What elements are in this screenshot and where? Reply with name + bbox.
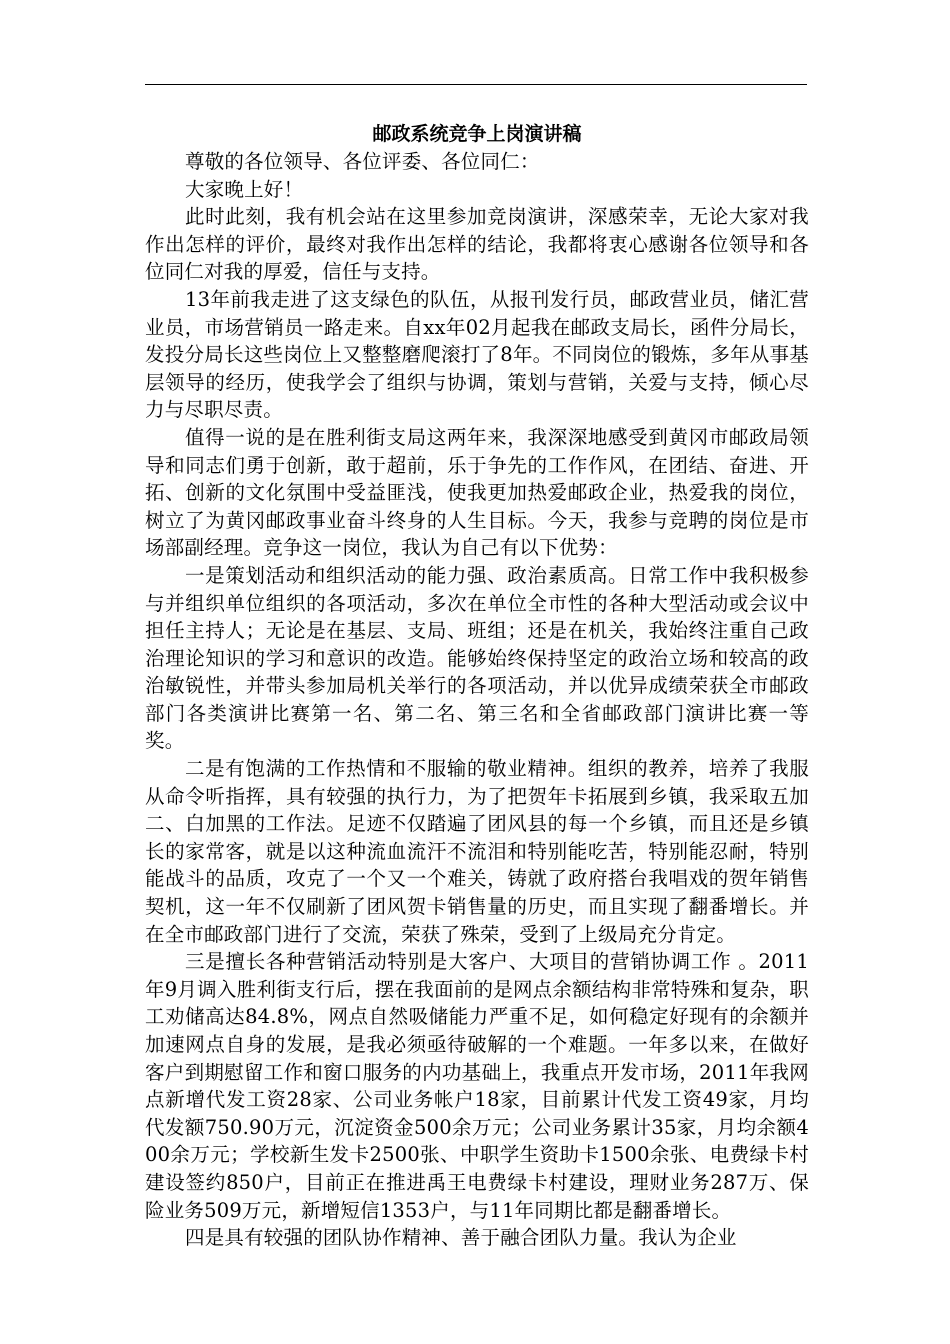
- paragraph-branch-experience: 值得一说的是在胜利街支局这两年来，我深深地感受到黄冈市邮政局领导和同志们勇于创新，敢于超前，乐于争先的工作作风，在团结、奋进、开拓、创新的文化氛围中受益匪浅，使我更加热爱邮政企业，热爱我的岗位，树立了为黄冈邮政事业奋斗终身的人生目标。今天，我参与竞聘的岗位是市场部副经理。竞争这一岗位，我认为自己有以下优势：: [145, 425, 809, 560]
- header-rule: [145, 84, 807, 85]
- document-title: 邮政系统竞争上岗演讲稿: [372, 123, 582, 145]
- paragraph-opening: 此时此刻，我有机会站在这里参加竞岗演讲，深感荣幸，无论大家对我作出怎样的评价，最终对我作出怎样的结论，我都将衷心感谢各位领导和各位同仁对我的厚爱，信任与支持。: [145, 205, 809, 284]
- paragraph-strength-three: 三是擅长各种营销活动特别是大客户、大项目的营销协调工作 。2011年9月调入胜利街支行后，摆在我面前的是网点余额结构非常特殊和复杂，职工劝储高达84.8%，网点自然吸储能力严重不足，如何稳定好现有的余额并加速网点自身的发展，是我必须亟待破解的一个难题。一年多以来，在做好客户到期慰留工作和窗口服务的内功基础上，我重点开发市场，2011年我网点新增代发工资28家、公司业务帐户18家，目前累计代发工资49家，月均代发额750.90万元，沉淀资金500余万元；公司业务累计35家，月均余额400余万元；学校新生发卡2500张、中职学生资助卡1500余张、电费绿卡村建设签约850户，目前正在推进禹王电费绿卡村建设，理财业务287万、保险业务509万元，新增短信1353户，与11年同期比都是翻番增长。: [145, 950, 809, 1222]
- document-body: [145, 120, 809, 1252]
- paragraph-career: 13年前我走进了这支绿色的队伍，从报刊发行员，邮政营业员，储汇营业员，市场营销员一路走来。自xx年02月起我在邮政支局长，函件分局长，发投分局长这些岗位上又整整磨爬滚打了8年。不同岗位的锻炼，多年从事基层领导的经历，使我学会了组织与协调，策划与营销，关爱与支持，倾心尽力与尽职尽责。: [145, 287, 809, 422]
- paragraph-strength-four: 四是具有较强的团队协作精神、善于融合团队力量。我认为企业: [185, 1226, 737, 1250]
- salutation: 尊敬的各位领导、各位评委、各位同仁：: [185, 150, 540, 173]
- paragraph-strength-one: 一是策划活动和组织活动的能力强、政治素质高。日常工作中我积极参与并组织单位组织的各项活动，多次在单位全市性的各种大型活动或会议中担任主持人；无论是在基层、支局、班组；还是在机关，我始终注重自己政治理论知识的学习和意识的改造。能够始终保持坚定的政治立场和较高的政治敏锐性，并带头参加局机关举行的各项活动，并以优异成绩荣获全市邮政部门各类演讲比赛第一名、第二名、第三名和全省邮政部门演讲比赛一等奖。: [145, 563, 809, 753]
- greeting: 大家晚上好！: [185, 177, 304, 201]
- paragraph-strength-two: 二是有饱满的工作热情和不服输的敬业精神。组织的教养，培养了我服从命令听指挥，具有较强的执行力，为了把贺年卡拓展到乡镇，我采取五加二、白加黑的工作法。足迹不仅踏遍了团风县的每一个乡镇，而且还是乡镇长的家常客，就是以这种流血流汗不流泪和特别能吃苦，特别能忍耐，特别能战斗的品质，攻克了一个又一个难关，铸就了政府搭台我唱戏的贺年销售契机，这一年不仅刷新了团风贺卡销售量的历史，而且实现了翻番增长。并在全市邮政部门进行了交流，荣获了殊荣，受到了上级局充分肯定。: [145, 757, 809, 946]
